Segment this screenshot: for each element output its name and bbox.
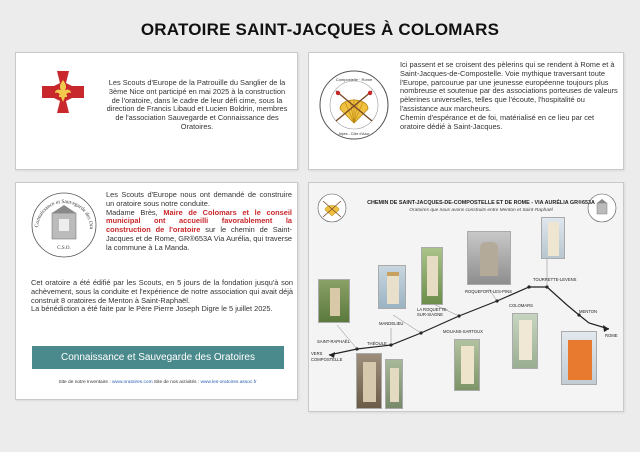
town-menton: MENTON xyxy=(579,309,598,314)
cso-body: Cet oratoire a été édifié par les Scouts, en 5 jours de la fondation jusqu'à son achèvement, sous la conduite et l'expérience de notre association qui avait déjà construit 8 oratoires de Menton à Saint-Raphaël. La bénédiction a été faite par le Père Pierre Joseph Digre le 5 juillet 2025. xyxy=(31,278,293,314)
town-vers: VERS xyxy=(311,351,323,356)
svg-text:Connaissance et Sauvegarde des: Connaissance et Sauvegarde des Ora xyxy=(34,198,95,230)
oratoire-photo-theoule xyxy=(356,353,382,409)
town-colomars: COLOMARS xyxy=(509,303,533,308)
cso-intro: Les Scouts d'Europe nous ont demandé de construire un oratoire sous notre conduite. Madame Brès, Maire de Colomars et le conseil municipal ont accueilli favorablement la construction de l'oratoire sur le chemin de Saint-Jacques et de Rome, GR®653A Via Aurélia, qui traverse la commune à La Manda. xyxy=(106,190,292,252)
pilgrims-panel xyxy=(308,52,624,170)
cso-panel xyxy=(15,182,298,400)
oratoire-photo-tourrette xyxy=(541,217,565,259)
cso-logo xyxy=(30,191,98,264)
oratoire-photo-mouans xyxy=(454,339,480,391)
page-title: ORATOIRE SAINT-JACQUES À COLOMARS xyxy=(140,20,500,39)
town-roquefort: ROQUEFORT-LES-PINS xyxy=(465,289,512,294)
compostelle-rome-logo xyxy=(318,69,390,146)
svg-text:Alpes - Côte d'Azur: Alpes - Côte d'Azur xyxy=(338,132,370,136)
pilgrims-text: Ici passent et se croisent des pèlerins qui se rendent à Rome et à Saint-Jacques-de-Compostelle. Voie mythique traversant toute l'Europe, parcourue par une jeunesse européenne toujours plus nombreuse et soutenue par des associations porteuses de valeurs pèlerines universelles, telles que l'écoute, l'hospitalité ou l'assistance aux marcheurs. Chemin d'espérance et de foi, matérialisé en ce lieu par cet oratoire dédié à Saint-Jacques. xyxy=(400,60,618,131)
oratoire-photo-theoule-2 xyxy=(385,359,403,409)
town-la-roquette: LA ROQUETTE-SUR-SIAGNE xyxy=(417,307,448,317)
town-mouans-sartoux: MOUANS-SARTOUX xyxy=(443,329,483,334)
activities-link[interactable]: www.les-oratoires.assoc.fr xyxy=(200,380,257,385)
oratoire-photo-la-roquette xyxy=(421,247,443,305)
map-subtitle: Oratoires que nous avons construits entre Menton et Saint-Raphaël xyxy=(409,208,553,213)
oratoire-photo-colomars xyxy=(512,313,538,369)
inventory-link[interactable]: www.oratoires.com xyxy=(112,380,153,385)
svg-text:Compostelle · Rome: Compostelle · Rome xyxy=(335,77,373,82)
town-theoule: THÉOULE xyxy=(367,341,387,346)
oratoire-photo-mandelieu xyxy=(378,265,406,309)
oratoire-photo-menton xyxy=(561,331,597,385)
map-title: CHEMIN DE SAINT-JACQUES-DE-COMPOSTELLE ET DE ROME - VIA AURÉLIA GR®653A xyxy=(367,200,595,206)
cso-footer: Site de notre Inventaire : www.oratoires.com Site de nos activités : www.les-oratoires.assoc.fr xyxy=(58,380,257,385)
scouts-panel xyxy=(15,52,298,170)
cso-banner: Connaissance et Sauvegarde des Oratoires xyxy=(32,346,284,369)
town-tourrette: TOURRETTE-LEVENS xyxy=(533,277,577,282)
mayor-highlight: Maire de Colomars et le conseil municipal ont accueilli favorablement la construction de l'oratoire xyxy=(106,207,292,235)
route-map-panel xyxy=(308,182,624,412)
town-compostelle: COMPOSTELLE xyxy=(311,357,343,362)
svg-text:C.S.O.: C.S.O. xyxy=(57,246,71,251)
town-rome: ROME xyxy=(605,333,618,338)
scouts-text: Les Scouts d'Europe de la Patrouille du Sanglier de la 3ème Nice ont participé en mai 2025 à la construction de l'oratoire, dans le cadre de leur défi cime, sous la direction de Francis Libaud et Lucien Boldrin, membres de l'association Sauvegarde et Connaissance des Oratoires. xyxy=(106,78,288,131)
town-saint-raphael: SAINT-RAPHAËL xyxy=(317,339,351,344)
scout-cross-icon xyxy=(40,69,86,120)
town-mandelieu: MANDELIEU xyxy=(379,321,404,326)
oratoire-photo-saint-raphael xyxy=(318,279,350,323)
oratoire-photo-roquefort xyxy=(467,231,511,285)
